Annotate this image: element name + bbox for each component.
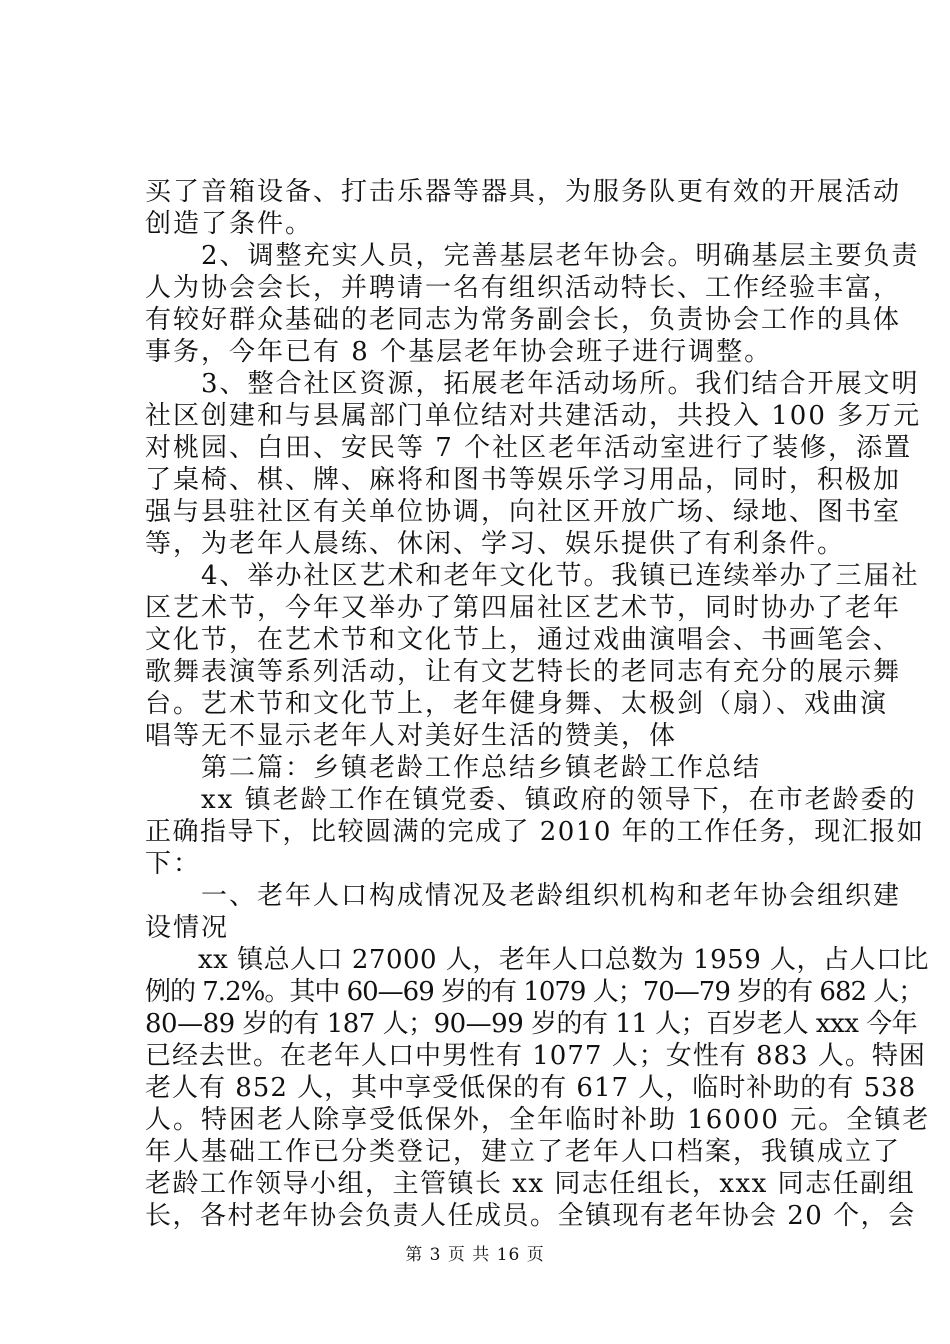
text-line: 人为协会会长，并聘请一名有组织活动特长、工作经验丰富， (145, 273, 902, 303)
text-line: xx 镇总人口 27000 人，老年人口总数为 1959 人，占人口比 (145, 945, 930, 975)
text-line: 人。特困老人除享受低保外，全年临时补助 16000 元。全镇老 (145, 1105, 931, 1135)
text-line: 80—89 岁的有 187 人；90—99 岁的有 11 人；百岁老人 xxx 今年 (145, 1009, 918, 1039)
text-line: 正确指导下，比较圆满的完成了 2010 年的工作任务，现汇报如 (145, 817, 925, 847)
text-line: 例的 7.2%。其中 60—69 岁的有 1079 人；70—79 岁的有 682 人； (145, 977, 924, 1007)
text-line: 事务，今年已有 8 个基层老年协会班子进行调整。 (145, 337, 773, 367)
text-line: 等，为老年人晨练、休闲、学习、娱乐提供了有利条件。 (145, 529, 846, 559)
text-line: 对桃园、白田、安民等 7 个社区老年活动室进行了装修，添置 (145, 433, 913, 463)
text-line: 区艺术节，今年又举办了第四届社区艺术节，同时协办了老年 (145, 593, 902, 623)
section-heading: 第二篇：乡镇老龄工作总结乡镇老龄工作总结 (145, 753, 762, 783)
text-line: 老龄工作领导小组，主管镇长 xx 同志任组长，xxx 同志任副组 (145, 1169, 916, 1199)
text-line: 台。艺术节和文化节上，老年健身舞、太极剑（扇）、戏曲演 (145, 689, 889, 719)
text-line: 有较好群众基础的老同志为常务副会长，负责协会工作的具体 (145, 305, 902, 335)
text-line: 买了音箱设备、打击乐器等器具，为服务队更有效的开展活动 (145, 177, 902, 207)
text-line: 老人有 852 人，其中享受低保的有 617 人，临时补助的有 538 (145, 1073, 917, 1103)
text-line: 一、老年人口构成情况及老龄组织机构和老年协会组织建 (145, 881, 902, 911)
text-line: 歌舞表演等系列活动，让有文艺特长的老同志有充分的展示舞 (145, 657, 902, 687)
text-line: 了桌椅、棋、牌、麻将和图书等娱乐学习用品，同时，积极加 (145, 465, 902, 495)
text-line: 3、整合社区资源，拓展老年活动场所。我们结合开展文明 (145, 369, 920, 399)
text-line: 设情况 (145, 913, 230, 943)
text-line: 文化节，在艺术节和文化节上，通过戏曲演唱会、书画笔会、 (145, 625, 902, 655)
text-line: 长，各村老年协会负责人任成员。全镇现有老年协会 20 个，会 (145, 1201, 916, 1231)
text-line: 强与县驻社区有关单位协调，向社区开放广场、绿地、图书室 (145, 497, 902, 527)
text-line: 唱等无不显示老年人对美好生活的赞美，体 (145, 721, 678, 751)
page-number-footer: 第 3 页 共 16 页 (405, 1245, 545, 1265)
text-line: 创造了条件。 (145, 209, 314, 239)
text-line: 下： (145, 849, 202, 879)
text-line: 已经去世。在老年人口中男性有 1077 人；女性有 883 人。特困 (145, 1041, 926, 1071)
text-line: xx 镇老龄工作在镇党委、镇政府的领导下，在市老龄委的 (145, 785, 917, 815)
text-line: 年人基础工作已分类登记，建立了老年人口档案，我镇成立了 (145, 1137, 902, 1167)
text-line: 2、调整充实人员，完善基层老年协会。明确基层主要负责 (145, 241, 920, 271)
text-line: 社区创建和与县属部门单位结对共建活动，共投入 100 多万元 (145, 401, 922, 431)
text-line: 4、举办社区艺术和老年文化节。我镇已连续举办了三届社 (145, 561, 920, 591)
